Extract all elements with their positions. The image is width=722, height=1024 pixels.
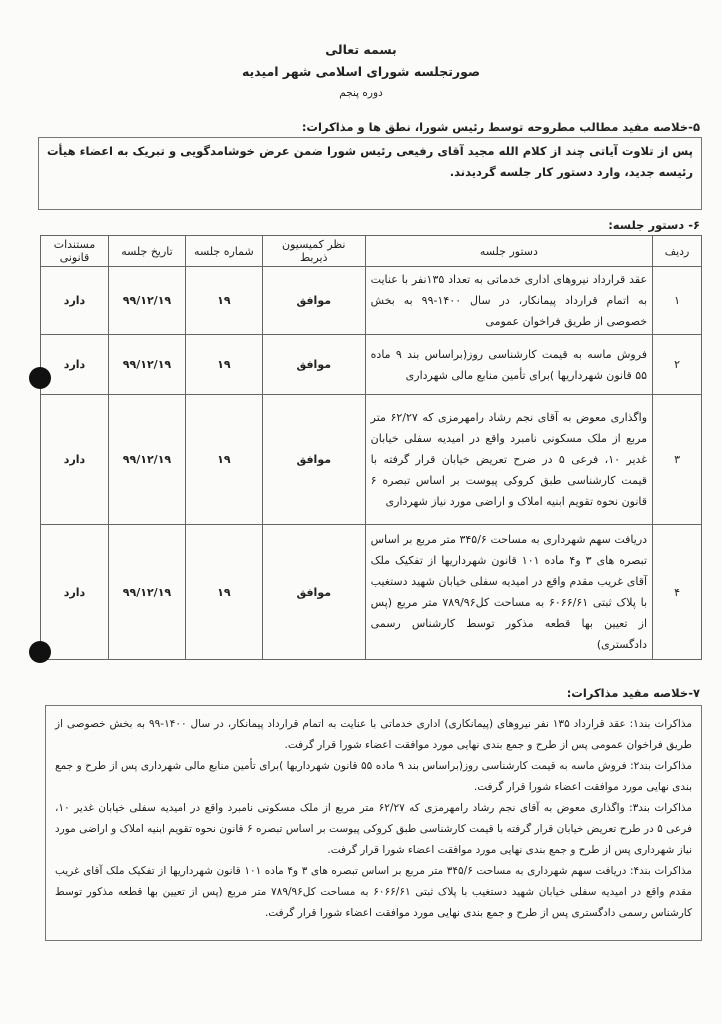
section7-heading: ۷-خلاصه مفید مذاکرات: — [566, 686, 700, 700]
row-number: ۱ — [653, 267, 702, 335]
session-date: ۹۹/۱۲/۱۹ — [109, 525, 186, 660]
table-row — [41, 335, 702, 395]
agenda-item: واگذاری معوض به آقای نجم رشاد رامهرمزی که ۶۲/۲۷ متر مربع از ملک مسکونی نامبرد واقع در امیدیه سفلی خیابان غدیر ۱۰، فرعی ۵ در ضرح تعریض خیابان قرار گرفته با قیمت کارشناسی طبق کروکی پیوست بر اساس تبصره ۶ قانون نحوه تقویم ابنیه املاک و اراضی مورد نیاز شهرداری — [365, 395, 652, 525]
punch-hole — [29, 641, 51, 663]
section5-heading: ۵-خلاصه مفید مطالب مطروحه توسط رئیس شورا، نطق ها و مذاکرات: — [301, 120, 700, 134]
negotiation-item-1: مذاکرات بند۱: عقد قرارداد ۱۳۵ نفر نیروهای (پیمانکاری) اداری خدماتی با عنایت به اتمام قرارداد پیمانکار، در سال ۱۴۰۰-۹۹ به بخش خصوصی از طریق فراخوان عمومی پس از طرح و جمع بندی نهایی مورد موافقت اعضاء شورا قرار گرفت. — [55, 718, 692, 751]
legal-docs: دارد — [41, 335, 109, 395]
col-row-number: ردیف — [653, 236, 702, 267]
agenda-table — [40, 235, 702, 660]
commission-opinion: موافق — [262, 267, 365, 335]
row-number: ۴ — [653, 525, 702, 660]
negotiation-item-2: مذاکرات بند۲: فروش ماسه به قیمت کارشناسی روز(براساس بند ۹ ماده ۵۵ قانون شهرداریها )برای تأمین منابع مالی شهرداری پس از طرح و جمع بندی نهایی مورد موافقت اعضاء شورا قرار گرفت. — [55, 760, 693, 793]
punch-hole — [29, 367, 51, 389]
negotiation-item-4: مذاکرات بند۴: دریافت سهم شهرداری به مساحت ۳۴۵/۶ متر مربع بر اساس تبصره های ۳ و۴ ماده ۱۰۱ قانون شهرداریها از تفکیک ملک آقای غریب مقدم واقع در امیدیه سفلی خیابان شهید دستغیب با پلاک ثبتی ۶۰۶۶/۶۱ به مساحت کل۷۸۹/۹۶ متر مربع (پس از تعیین بها قطعه مذکور توسط کارشناس رسمی دادگستری پس از طرح و جمع بندی نهایی مورد موافقت اعضاء شورا قرار گرفت. — [55, 865, 693, 919]
section7-box — [45, 705, 702, 941]
col-session-number: شماره جلسه — [185, 236, 262, 267]
agenda-item: دریافت سهم شهرداری به مساحت ۳۴۵/۶ متر مربع بر اساس تبصره های ۳ و۴ ماده ۱۰۱ قانون شهرداریها از تفکیک ملک آقای غریب مقدم واقع در امیدیه سفلی خیابان شهید دستغیب با پلاک ثبتی ۶۰۶۶/۶۱ به مساحت کل۷۸۹/۹۶ متر مربع (پس از تعیین بها قطعه مذکور توسط کارشناس رسمی دادگستری) — [365, 525, 652, 660]
row-number: ۳ — [653, 395, 702, 525]
commission-opinion: موافق — [262, 335, 365, 395]
col-agenda: دستور جلسه — [365, 236, 652, 267]
table-row — [41, 267, 702, 335]
legal-docs: دارد — [41, 525, 109, 660]
invocation: بسمه تعالی — [325, 42, 397, 57]
session-number: ۱۹ — [185, 335, 262, 395]
row-number: ۲ — [653, 335, 702, 395]
agenda-item: عقد قرارداد نیروهای اداری خدماتی به تعداد ۱۳۵نفر با عنایت به اتمام قرارداد پیمانکار، در سال ۱۴۰۰-۹۹ به بخش خصوصی از طریق فراخوان عمومی — [365, 267, 652, 335]
col-legal-docs: مستندات قانونی — [41, 236, 109, 267]
negotiation-item-3: مذاکرات بند۳: واگذاری معوض به آقای نجم رشاد رامهرمزی که ۶۲/۲۷ متر مربع از ملک مسکونی نامبرد واقع در امیدیه سفلی خیابان غدیر ۱۰، فرعی ۵ در طرح تعریض خیابان قرار گرفته با قیمت کارشناسی طبق کروکی پیوست بر اساس تبصره ۶ قانون نحوه تقویم ابنیه املاک و اراضی مورد نیاز شهرداری پس از طرح و جمع بندی نهایی مورد موافقت اعضاء شورا قرار گرفت. — [55, 802, 692, 856]
session-date: ۹۹/۱۲/۱۹ — [109, 267, 186, 335]
legal-docs: دارد — [41, 267, 109, 335]
col-session-date: تاریخ جلسه — [109, 236, 186, 267]
session-number: ۱۹ — [185, 395, 262, 525]
legal-docs: دارد — [41, 395, 109, 525]
table-row — [41, 525, 702, 660]
section5-body: پس از تلاوت آیاتی چند از کلام الله مجید آقای رفیعی رئیس شورا ضمن عرض خوشامدگویی و تبریک به اعضاء هیأت رئیسه جدید، وارد دستور کار جلسه گردیدند. — [47, 144, 693, 179]
table-row — [41, 395, 702, 525]
session-number: ۱۹ — [185, 267, 262, 335]
session-date: ۹۹/۱۲/۱۹ — [109, 335, 186, 395]
agenda-item: فروش ماسه به قیمت کارشناسی روز(براساس بند ۹ ماده ۵۵ قانون شهرداریها )برای تأمین منابع مالی شهرداری — [365, 335, 652, 395]
commission-opinion: موافق — [262, 395, 365, 525]
session-number: ۱۹ — [185, 525, 262, 660]
council-term: دوره پنجم — [339, 87, 383, 99]
commission-opinion: موافق — [262, 525, 365, 660]
col-commission-opinion: نظر کمیسیون ذیربط — [262, 236, 365, 267]
section5-box — [38, 137, 702, 210]
session-date: ۹۹/۱۲/۱۹ — [109, 395, 186, 525]
section6-heading: ۶- دستور جلسه: — [608, 218, 700, 232]
document-title: صورتجلسه شورای اسلامی شهر امیدیه — [241, 64, 481, 79]
table-header-row — [41, 236, 702, 267]
